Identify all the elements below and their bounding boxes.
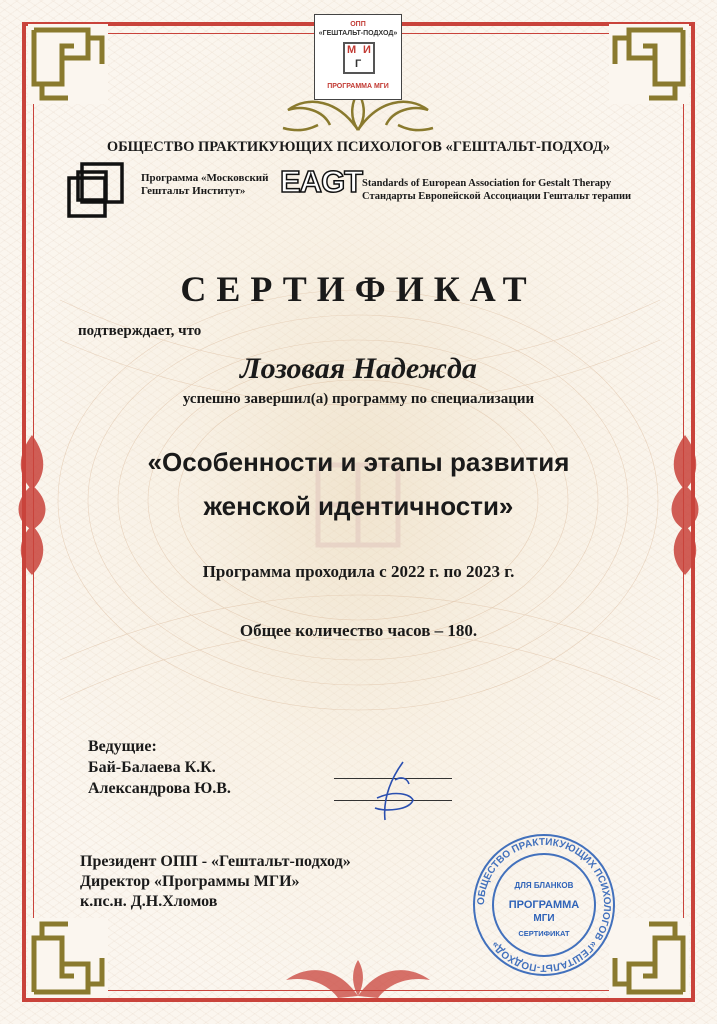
eagt-line1: Standards of European Association for Gestalt Therapy <box>362 178 612 189</box>
corner-ornament-icon <box>609 24 689 104</box>
emblem-letter-g: Г <box>355 58 362 70</box>
program-title-line2: женской идентичности» <box>203 491 514 521</box>
total-hours: Общее количество часов – 180. <box>239 621 478 640</box>
emblem-line1: ОПП <box>350 21 366 28</box>
mgi-program-line2: Гештальт Институт» <box>141 185 246 197</box>
eagt-logo: EAGT <box>280 164 363 199</box>
mgi-program-caption <box>141 172 268 198</box>
bottom-floral-ornament-icon <box>268 956 448 1002</box>
corner-ornament-icon <box>28 24 108 104</box>
president-block <box>80 852 351 912</box>
leader-name: Александрова Ю.В. <box>88 780 231 797</box>
emblem-letter-i: И <box>363 44 371 56</box>
eagt-line2: Стандарты Европейской Ассоциации Гештальт терапии <box>362 191 632 202</box>
president-line3: к.пс.н. Д.Н.Хломов <box>80 893 218 910</box>
corner-ornament-icon <box>609 918 689 998</box>
leaders-label: Ведущие: <box>88 738 157 755</box>
handwritten-signature <box>355 750 435 830</box>
emblem-mgi-logo <box>343 42 375 74</box>
stamp-center-line1: ПРОГРАММА <box>508 899 580 911</box>
emblem-letter-m: М <box>347 44 357 56</box>
program-period: Программа проходила с 2022 г. по 2023 г. <box>202 562 515 581</box>
confirms-text: подтверждает, что <box>78 323 202 339</box>
president-line2: Директор «Программы МГИ» <box>80 873 300 890</box>
eagt-caption <box>362 177 631 203</box>
recipient-name: Лозовая Надежда <box>240 352 477 385</box>
stamp-inner-bottom: СЕРТИФИКАТ <box>518 929 570 938</box>
mgi-squares-logo <box>66 160 130 222</box>
stamp-inner-top: ДЛЯ БЛАНКОВ <box>514 881 574 890</box>
organization-name: ОБЩЕСТВО ПРАКТИКУЮЩИХ ПСИХОЛОГОВ «ГЕШТАЛЬТ-ПОДХОД» <box>106 139 611 155</box>
mgi-program-line1: Программа «Московский <box>141 172 269 184</box>
certificate-title: СЕРТИФИКАТ <box>180 269 537 309</box>
emblem-bottom: ПРОГРАММА МГИ <box>327 83 389 90</box>
completed-text: успешно завершил(а) программу по специализации <box>182 391 535 407</box>
stamp-center-line2: МГИ <box>533 913 555 924</box>
stamp-ring-text: ОБЩЕСТВО ПРАКТИКУЮЩИХ ПСИХОЛОГОВ «ГЕШТАЛЬТ-ПОДХОД» <box>475 836 613 974</box>
opp-mgi-emblem <box>304 14 414 104</box>
corner-ornament-icon <box>28 918 108 998</box>
organization-stamp <box>469 830 619 980</box>
emblem-line2: «ГЕШТАЛЬТ-ПОДХОД» <box>318 30 398 37</box>
president-line1: Президент ОПП - «Гештальт-подход» <box>80 853 351 870</box>
leaders-block <box>88 736 231 799</box>
program-title-line1: «Особенности и этапы развития <box>147 447 570 477</box>
leader-name: Бай-Балаева К.К. <box>88 759 216 776</box>
